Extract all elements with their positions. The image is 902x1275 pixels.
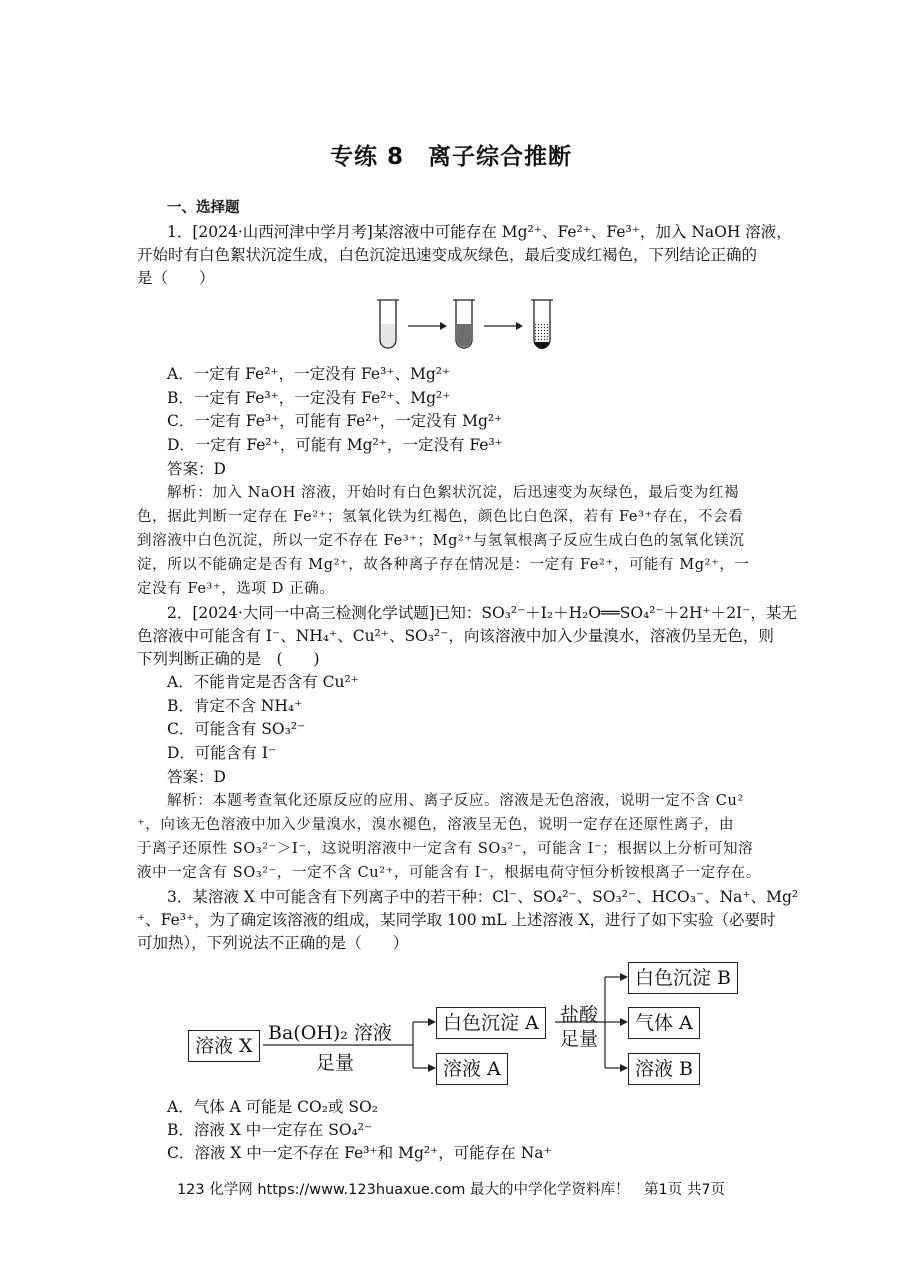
q1-stem-line2: 开始时有白色絮状沉淀生成，白色沉淀迅速变成灰绿色，最后变成红褐色，下列结论正确的 (137, 246, 758, 264)
q3-stem-line2: ⁺、Fe³⁺，为了确定该溶液的组成，某同学取 100 mL 上述溶液 X，进行了如下实验（必要时 (137, 911, 776, 929)
q1-option-b: B．一定有 Fe³⁺，一定没有 Fe²⁺、Mg²⁺ (167, 389, 451, 407)
test-tube-redbrown (531, 300, 553, 349)
q1-analysis-line3: 到溶液中白色沉淀，所以一定不存在 Fe³⁺；Mg²⁺与氢氧根离子反应生成白色的氢氧化镁沉 (137, 533, 745, 549)
solution-x-box: 溶液 X (188, 1030, 260, 1062)
q2-analysis-line2: ⁺，向该无色溶液中加入少量溴水，溴水褪色，溶液呈无色，说明一定存在还原性离子，由 (137, 817, 735, 833)
test-tube-greyish (453, 300, 475, 348)
q1-analysis-line2: 色，据此判断一定存在 Fe²⁺；氢氧化铁为红褐色，颜色比白色深，若有 Fe³⁺存在，不会看 (137, 509, 744, 525)
test-tube-white (377, 300, 399, 348)
white-precipitate-a-box: 白色沉淀 A (436, 1007, 546, 1039)
q2-analysis-line3: 于离子还原性 SO₃²⁻＞I⁻，这说明溶液中一定含有 SO₃²⁻，可能含 I⁻；根据以上分析可知溶 (137, 841, 754, 857)
q2-analysis-line1: 解析：本题考查氧化还原反应的应用、离子反应。溶液是无色溶液，说明一定不含 Cu² (167, 793, 744, 809)
acid-excess-label: 足量 (560, 1028, 599, 1050)
q2-analysis-line4: 液中一定含有 SO₃²⁻，一定不含 Cu²⁺，可能含有 I⁻，根据电荷守恒分析铵根离子一定存在。 (137, 865, 762, 881)
arrow-icon (484, 322, 523, 330)
q3-option-a: A．气体 A 可能是 CO₂或 SO₂ (167, 1098, 378, 1116)
white-precipitate-b-box: 白色沉淀 B (628, 962, 738, 994)
q1-analysis-line5: 定没有 Fe³⁺，选项 D 正确。 (137, 581, 335, 597)
q1-option-a: A．一定有 Fe²⁺，一定没有 Fe³⁺、Mg²⁺ (167, 365, 451, 383)
q1-option-d: D．一定有 Fe²⁺，可能有 Mg²⁺，一定没有 Fe³⁺ (167, 436, 503, 454)
q1-analysis-line1: 解析：加入 NaOH 溶液，开始时有白色絮状沉淀，后迅速变为灰绿色，最后变为红褐 (167, 485, 740, 501)
q1-stem-line3: 是（ ） (137, 269, 215, 287)
q3-option-b: B．溶液 X 中一定存在 SO₄²⁻ (167, 1121, 373, 1139)
gas-a-box: 气体 A (628, 1007, 700, 1039)
q3-option-c: C．溶液 X 中一定不存在 Fe³⁺和 Mg²⁺，可能存在 Na⁺ (167, 1144, 552, 1162)
q1-stem-line1: 1．[2024·山西河津中学月考]某溶液中可能存在 Mg²⁺、Fe²⁺、Fe³⁺，加入 NaOH 溶液， (167, 223, 792, 241)
reagent-excess-label: 足量 (316, 1052, 355, 1074)
q2-option-d: D．可能含有 I⁻ (167, 744, 277, 762)
reagent-baoh2-label: Ba(OH)₂ 溶液 (268, 1022, 392, 1044)
page-title: 专练 8 离子综合推断 (329, 144, 572, 170)
q2-option-c: C．可能含有 SO₃²⁻ (167, 720, 306, 738)
q1-option-c: C．一定有 Fe³⁺，可能有 Fe²⁺，一定没有 Mg²⁺ (167, 412, 503, 430)
q2-stem-line1: 2．[2024·大同一中高三检测化学试题]已知：SO₃²⁻＋I₂＋H₂O══SO₄²⁻＋2H⁺＋2I⁻，某无 (167, 604, 797, 622)
solution-b-box: 溶液 B (628, 1053, 700, 1085)
solution-a-box: 溶液 A (436, 1053, 508, 1085)
q1-answer: 答案：D (167, 460, 226, 478)
q3-stem-line1: 3．某溶液 X 中可能含有下列离子中的若干种：Cl⁻、SO₄²⁻、SO₃²⁻、HCO₃⁻、Na⁺、Mg² (167, 888, 799, 906)
section-heading: 一、选择题 (167, 200, 240, 216)
q2-option-a: A．不能肯定是否含有 Cu²⁺ (167, 673, 359, 691)
q1-analysis-line4: 淀，所以不能确定是否有 Mg²⁺，故各种离子存在情况是：一定有 Fe²⁺，可能有 Mg²⁺，一 (137, 557, 750, 573)
q2-option-b: B．肯定不含 NH₄⁺ (167, 697, 303, 715)
test-tube-diagram (372, 296, 557, 356)
arrow-icon (408, 322, 447, 330)
q2-stem-line3: 下列判断正确的是 ( ) (137, 650, 320, 668)
page-footer: 123 化学网 https://www.123huaxue.com 最大的中学化学资料库！ 第1页 共7页 (176, 1182, 726, 1198)
hydrochloric-acid-label: 盐酸 (560, 1004, 599, 1026)
q2-stem-line2: 色溶液中可能含有 I⁻、NH₄⁺、Cu²⁺、SO₃²⁻，向该溶液中加入少量溴水，溶液仍呈无色，则 (137, 627, 774, 645)
q2-answer: 答案：D (167, 768, 226, 786)
q3-stem-line3: 可加热），下列说法不正确的是（ ） (137, 934, 409, 952)
